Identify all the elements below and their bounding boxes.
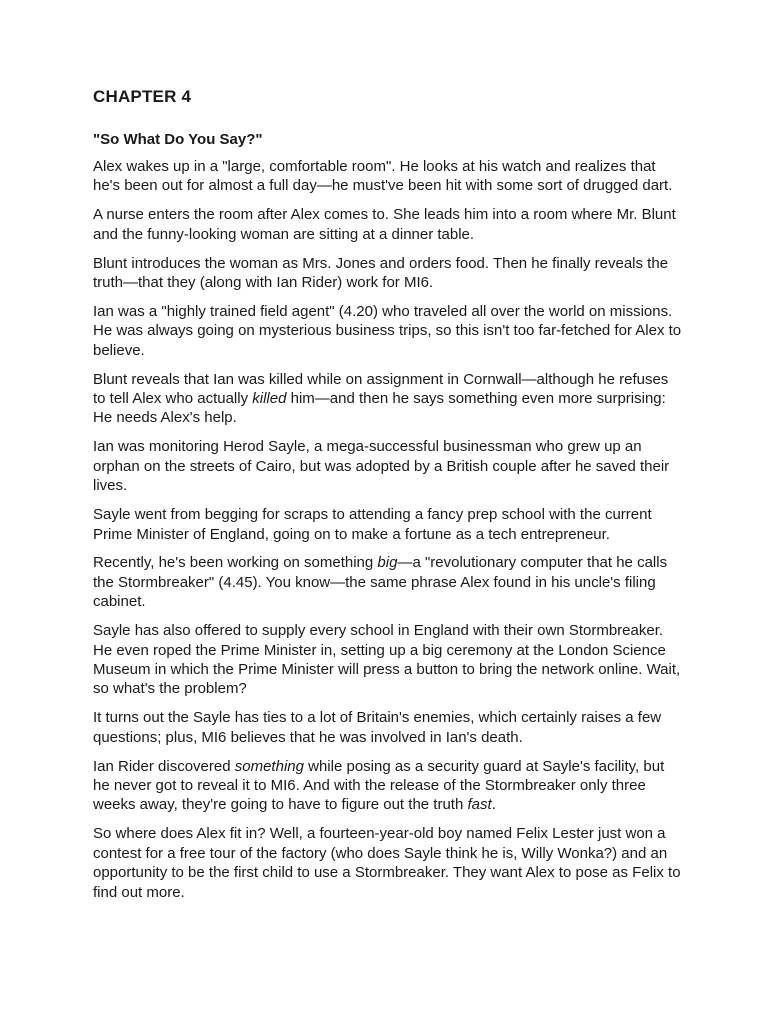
body-text [93, 157, 683, 902]
paragraph [93, 621, 683, 699]
text-run: Ian was a "highly trained field agent" (4.20) who traveled all over the world on missions. He was always going on mysterious business trips, so this isn't too far-fetched for Alex to believe. [93, 302, 682, 359]
text-run: Blunt reveals that Ian was killed while on assignment in Cornwall—although he refuses to tell Alex who actually [93, 370, 669, 408]
text-run: Alex wakes up in a "large, comfortable room". He looks at his watch and realizes that he's been out for almost a full day—he must've been hit with some sort of drugged dart. [93, 158, 673, 195]
italic-text: big [377, 554, 398, 572]
text-run: Blunt introduces the woman as Mrs. Jones and orders food. Then he finally reveals the truth—that they (along with Ian Rider) work for MI6. [93, 254, 669, 292]
text-run: Sayle went from begging for scraps to attending a fancy prep school with the current Prime Minister of England, going on to make a fortune as a tech entrepreneur. [93, 506, 652, 543]
text-run: Sayle has also offered to supply every school in England with their own Stormbreaker. He even roped the Prime Minister in, setting up a big ceremony at the London Science Museum in which the Prime Minister will press a button to bring the network online. Wait, so what's the problem? [93, 622, 681, 698]
paragraph [93, 553, 683, 611]
paragraph [93, 437, 683, 495]
italic-text: fast [467, 796, 492, 814]
paragraph [93, 370, 683, 428]
paragraph [93, 505, 683, 544]
section-title: "So What Do You Say?" [93, 131, 263, 148]
paragraph [93, 302, 683, 360]
paragraph [93, 205, 683, 244]
text-run: It turns out the Sayle has ties to a lot of Britain's enemies, which certainly raises a few questions; plus, MI6 believes that he was involved in Ian's death. [93, 709, 662, 746]
text-run: A nurse enters the room after Alex comes to. She leads him into a room where Mr. Blunt and the funny-looking woman are sitting at a dinner table. [93, 206, 676, 243]
paragraph [93, 157, 683, 196]
chapter-title: CHAPTER 4 [93, 87, 192, 106]
text-run: . [491, 796, 496, 814]
text-run: Ian was monitoring Herod Sayle, a mega-successful businessman who grew up an orphan on the streets of Cairo, but was adopted by a British couple after he saved their lives. [93, 438, 670, 495]
paragraph [93, 254, 683, 293]
text-run: Ian Rider discovered [93, 757, 235, 775]
document-page [93, 86, 683, 911]
text-run: —a "revolutionary computer that he calls the Stormbreaker" (4.45). You know—the same phrase Alex found in his uncle's filing cabinet. [93, 554, 668, 611]
paragraph [93, 757, 683, 815]
text-run: him—and then he says something even more surprising: He needs Alex's help. [93, 390, 666, 427]
italic-text: killed [252, 390, 287, 408]
paragraph [93, 824, 683, 902]
italic-text: something [234, 757, 304, 775]
text-run: Recently, he's been working on something [93, 554, 378, 572]
text-run: while posing as a security guard at Sayle's facility, but he never got to reveal it to MI6. And with the release of the Stormbreaker only three weeks away, they're going to have to figure out the truth [93, 757, 665, 814]
text-run: So where does Alex fit in? Well, a fourteen-year-old boy named Felix Lester just won a contest for a free tour of the factory (who does Sayle think he is, Willy Wonka?) and an opportunity to be the first child to use a Stormbreaker. They want Alex to pose as Felix to find out more. [93, 825, 681, 901]
paragraph [93, 708, 683, 747]
